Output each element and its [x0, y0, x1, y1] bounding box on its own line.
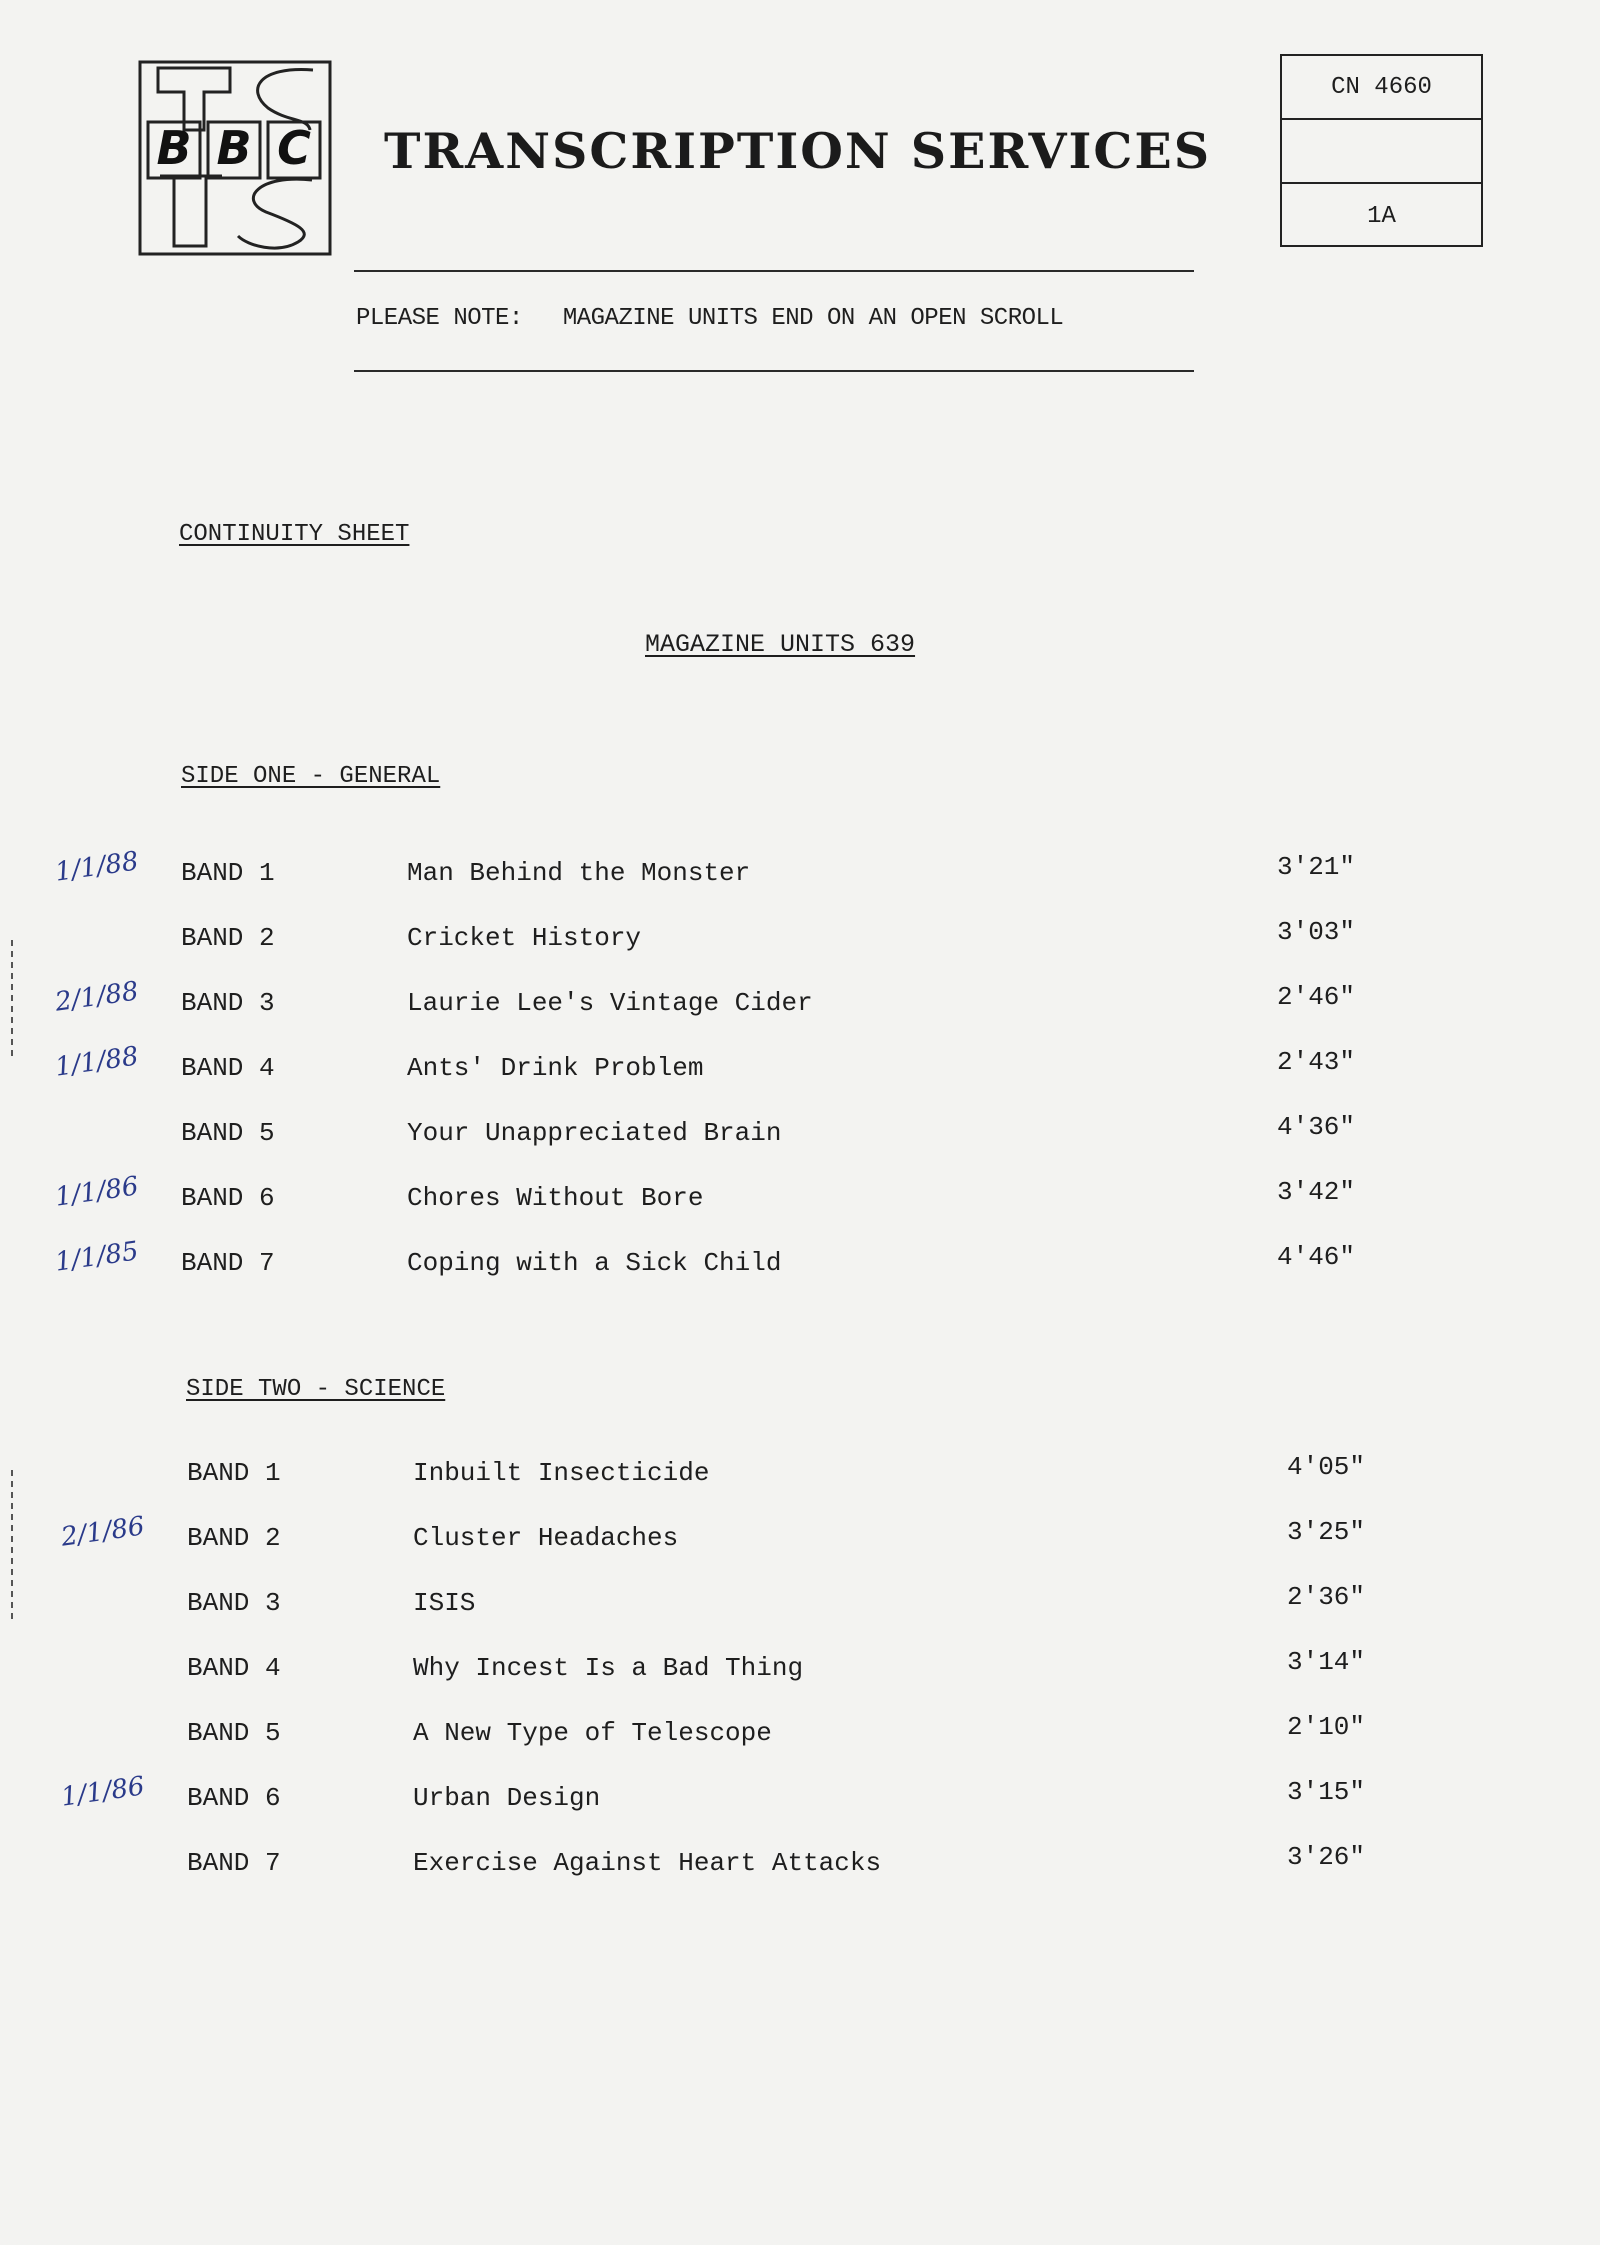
band-duration: 3'42" — [1277, 1177, 1356, 1207]
band-number: BAND 7 — [181, 1248, 275, 1278]
band-duration: 3'25" — [1287, 1517, 1366, 1547]
bleed-through-text — [1135, 395, 1149, 422]
band-duration: 3'26" — [1287, 1842, 1366, 1872]
band-duration: 3'14" — [1287, 1647, 1366, 1677]
top-rule — [354, 270, 1194, 272]
side-one-heading: SIDE ONE - GENERAL — [181, 763, 441, 790]
margin-mark — [11, 940, 13, 1060]
band-title: Cricket History — [407, 923, 642, 953]
band-row — [187, 1712, 1387, 1758]
ref-blank — [1282, 120, 1481, 184]
band-row — [181, 1242, 1381, 1288]
page-title: TRANSCRIPTION SERVICES — [384, 122, 1212, 180]
band-duration: 4'36" — [1277, 1112, 1356, 1142]
band-row — [187, 1777, 1387, 1823]
band-duration: 4'46" — [1277, 1242, 1356, 1272]
band-title: Ants' Drink Problem — [407, 1053, 704, 1083]
band-number: BAND 4 — [181, 1053, 275, 1083]
handwritten-date: 1/1/86 — [53, 1171, 141, 1213]
band-duration: 3'21" — [1277, 852, 1356, 882]
side-two-heading: SIDE TWO - SCIENCE — [186, 1376, 446, 1403]
logo-letter-b2: B — [216, 121, 252, 175]
band-title: Man Behind the Monster — [407, 858, 751, 888]
continuity-sheet-heading: CONTINUITY SHEET — [179, 521, 410, 548]
band-title: Inbuilt Insecticide — [413, 1458, 710, 1488]
handwritten-date: 2/1/88 — [53, 976, 141, 1018]
band-duration: 4'05" — [1287, 1452, 1366, 1482]
band-number: BAND 5 — [181, 1118, 275, 1148]
reference-box — [1280, 54, 1483, 247]
band-row — [181, 1047, 1381, 1093]
band-number: BAND 3 — [181, 988, 275, 1018]
band-number: BAND 6 — [187, 1783, 281, 1813]
please-note — [356, 305, 1063, 332]
band-duration: 3'15" — [1287, 1777, 1366, 1807]
band-title: Coping with a Sick Child — [407, 1248, 782, 1278]
band-title: Laurie Lee's Vintage Cider — [407, 988, 813, 1018]
band-title: Your Unappreciated Brain — [407, 1118, 782, 1148]
handwritten-date: 1/1/86 — [59, 1771, 147, 1813]
ref-code: 1A — [1367, 202, 1396, 230]
band-row — [187, 1517, 1387, 1563]
bbc-ts-logo — [138, 60, 332, 256]
bottom-rule — [354, 370, 1194, 372]
band-title: Urban Design — [413, 1783, 601, 1813]
band-row — [181, 852, 1381, 898]
band-row — [187, 1647, 1387, 1693]
band-row — [181, 917, 1381, 963]
ref-number: CN 4660 — [1282, 56, 1481, 120]
band-number: BAND 4 — [187, 1653, 281, 1683]
band-number: BAND 1 — [181, 858, 275, 888]
band-duration: 3'03" — [1277, 917, 1356, 947]
band-row — [187, 1452, 1387, 1498]
band-title: Cluster Headaches — [413, 1523, 679, 1553]
handwritten-date: 2/1/86 — [59, 1511, 147, 1553]
band-row — [181, 982, 1381, 1028]
magazine-units-heading: MAGAZINE UNITS 639 — [645, 630, 916, 659]
band-title: Exercise Against Heart Attacks — [413, 1848, 882, 1878]
handwritten-date: 1/1/88 — [53, 846, 141, 888]
band-title: Why Incest Is a Bad Thing — [413, 1653, 804, 1683]
band-number: BAND 5 — [187, 1718, 281, 1748]
band-row — [187, 1582, 1387, 1628]
band-number: BAND 7 — [187, 1848, 281, 1878]
note-label: PLEASE NOTE: — [356, 305, 523, 332]
band-row — [187, 1842, 1387, 1888]
logo-letter-c: C — [277, 121, 311, 175]
band-title: A New Type of Telescope — [413, 1718, 772, 1748]
handwritten-date: 1/1/88 — [53, 1041, 141, 1083]
band-number: BAND 6 — [181, 1183, 275, 1213]
band-title: ISIS — [413, 1588, 476, 1618]
band-row — [181, 1177, 1381, 1223]
band-row — [181, 1112, 1381, 1158]
band-number: BAND 1 — [187, 1458, 281, 1488]
handwritten-date: 1/1/85 — [53, 1236, 141, 1278]
band-duration: 2'43" — [1277, 1047, 1356, 1077]
band-duration: 2'10" — [1287, 1712, 1366, 1742]
margin-mark — [11, 1470, 13, 1620]
band-number: BAND 2 — [187, 1523, 281, 1553]
note-text: MAGAZINE UNITS END ON AN OPEN SCROLL — [562, 305, 1064, 332]
band-duration: 2'46" — [1277, 982, 1356, 1012]
logo-letter-b1: B — [156, 121, 192, 175]
band-title: Chores Without Bore — [407, 1183, 704, 1213]
band-number: BAND 3 — [187, 1588, 281, 1618]
band-number: BAND 2 — [181, 923, 275, 953]
band-duration: 2'36" — [1287, 1582, 1366, 1612]
